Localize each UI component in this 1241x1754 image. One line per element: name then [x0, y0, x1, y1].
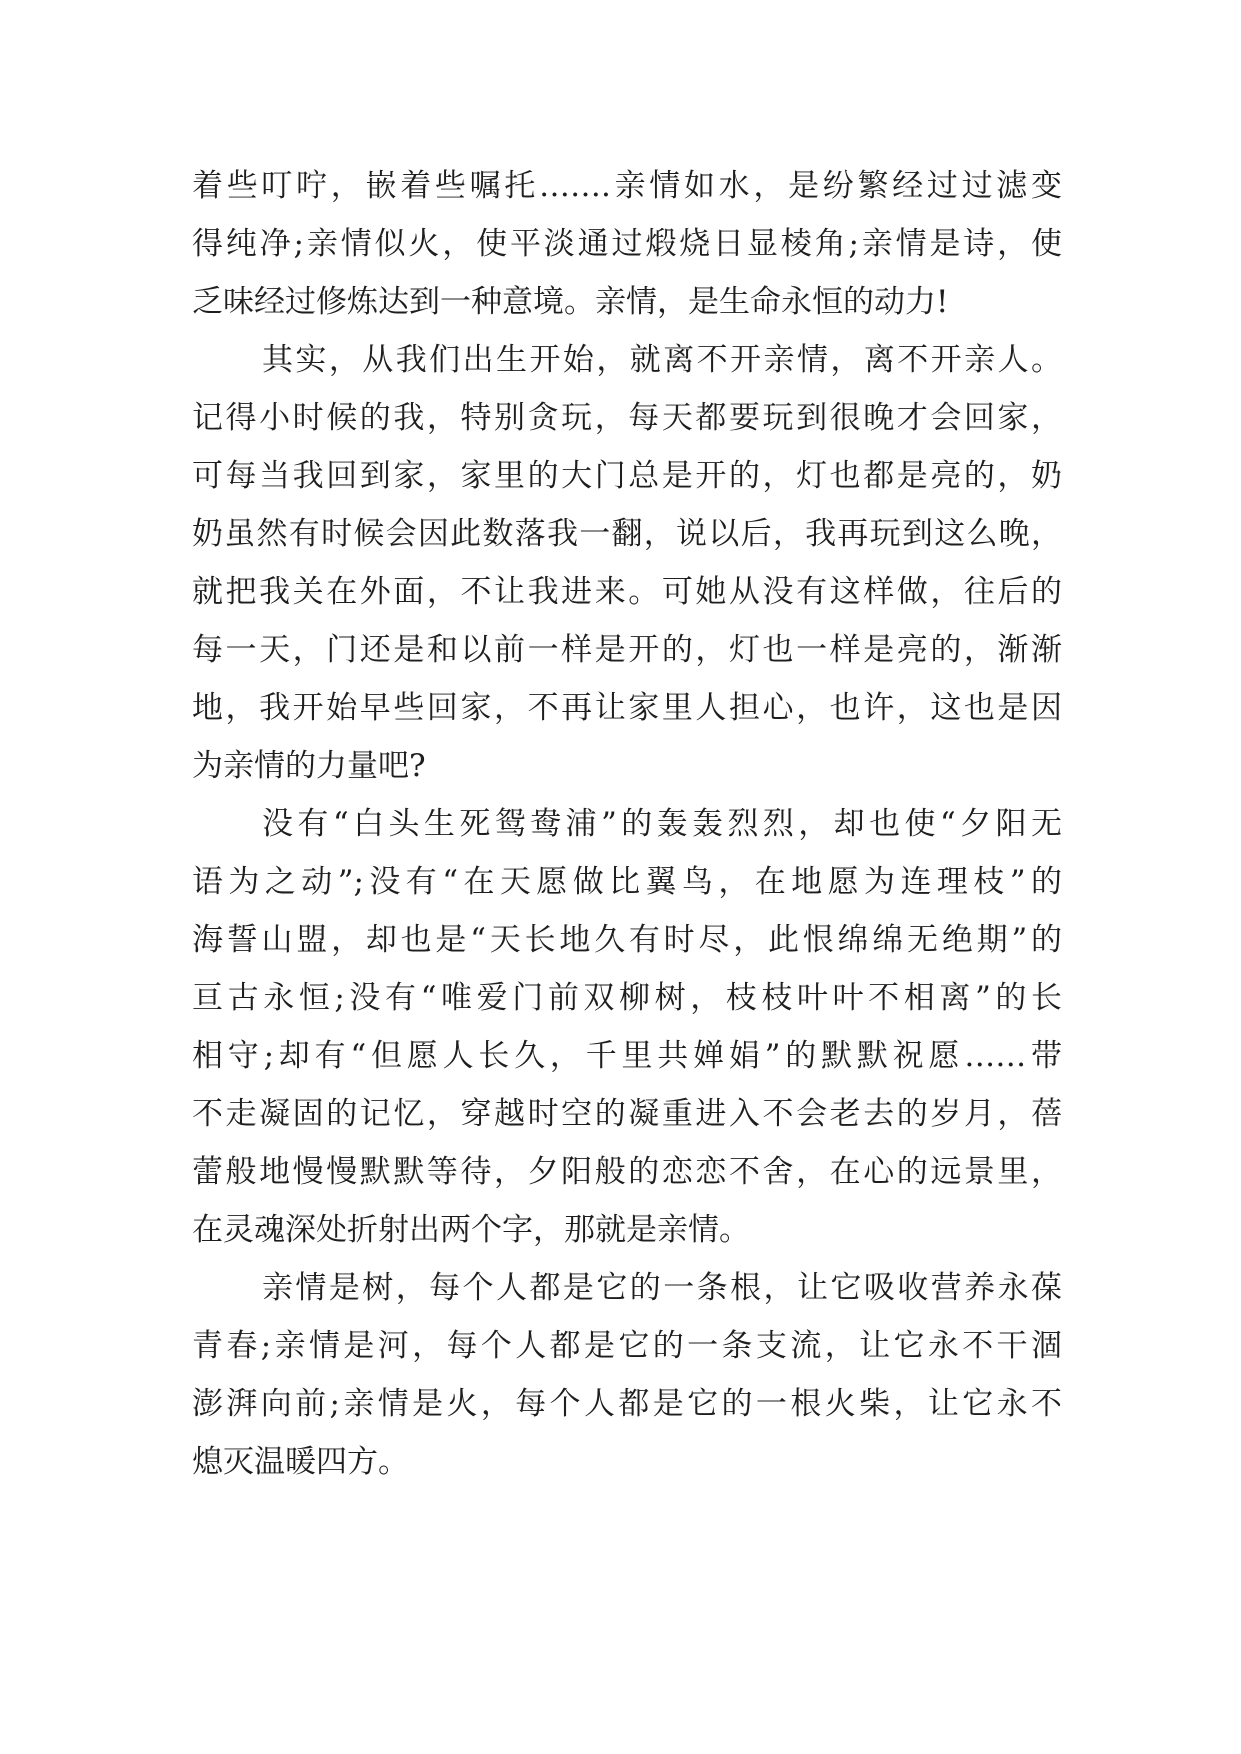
text-line: 乏味经过修炼达到一种意境。亲情，是生命永恒的动力!: [192, 284, 949, 320]
text-line: 着些叮咛，嵌着些嘱托…….亲情如水，是纷繁经过过滤变: [192, 168, 1062, 204]
text-line: 语为之动”;没有“在天愿做比翼鸟，在地愿为连理枝”的: [192, 864, 1062, 900]
text-line: 地，我开始早些回家，不再让家里人担心，也许，这也是因: [192, 690, 1062, 726]
text-line: 亘古永恒;没有“唯爱门前双柳树，枝枝叶叶不相离”的长: [192, 980, 1062, 1016]
text-line: 没有“白头生死鸳鸯浦”的轰轰烈烈，却也使“夕阳无: [262, 806, 1062, 842]
text-line: 亲情是树，每个人都是它的一条根，让它吸收营养永葆: [262, 1270, 1062, 1306]
body-text: [192, 157, 1062, 1491]
text-line: 其实，从我们出生开始，就离不开亲情，离不开亲人。: [262, 342, 1062, 378]
text-line: 不走凝固的记忆，穿越时空的凝重进入不会老去的岁月，蓓: [192, 1096, 1062, 1132]
text-line: 可每当我回到家，家里的大门总是开的，灯也都是亮的，奶: [192, 458, 1062, 494]
text-line: 青春;亲情是河，每个人都是它的一条支流，让它永不干涸: [192, 1328, 1062, 1364]
text-line: 海誓山盟，却也是“天长地久有时尽，此恨绵绵无绝期”的: [192, 922, 1062, 958]
text-line: 得纯净;亲情似火，使平淡通过煅烧日显棱角;亲情是诗，使: [192, 226, 1062, 262]
text-line: 蕾般地慢慢默默等待，夕阳般的恋恋不舍，在心的远景里，: [192, 1154, 1062, 1190]
text-line: 记得小时候的我，特别贪玩，每天都要玩到很晚才会回家，: [192, 400, 1062, 436]
text-line: 熄灭温暖四方。: [192, 1444, 409, 1480]
text-line: 就把我关在外面，不让我进来。可她从没有这样做，往后的: [192, 574, 1062, 610]
text-line: 奶虽然有时候会因此数落我一翻，说以后，我再玩到这么晚，: [192, 516, 1062, 552]
text-line: 为亲情的力量吧?: [192, 748, 426, 784]
text-line: 相守;却有“但愿人长久，千里共婵娟”的默默祝愿……带: [192, 1038, 1062, 1074]
text-line: 在灵魂深处折射出两个字，那就是亲情。: [192, 1212, 750, 1248]
text-line: 每一天，门还是和以前一样是开的，灯也一样是亮的，渐渐: [192, 632, 1062, 668]
text-line: 澎湃向前;亲情是火，每个人都是它的一根火柴，让它永不: [192, 1386, 1062, 1422]
